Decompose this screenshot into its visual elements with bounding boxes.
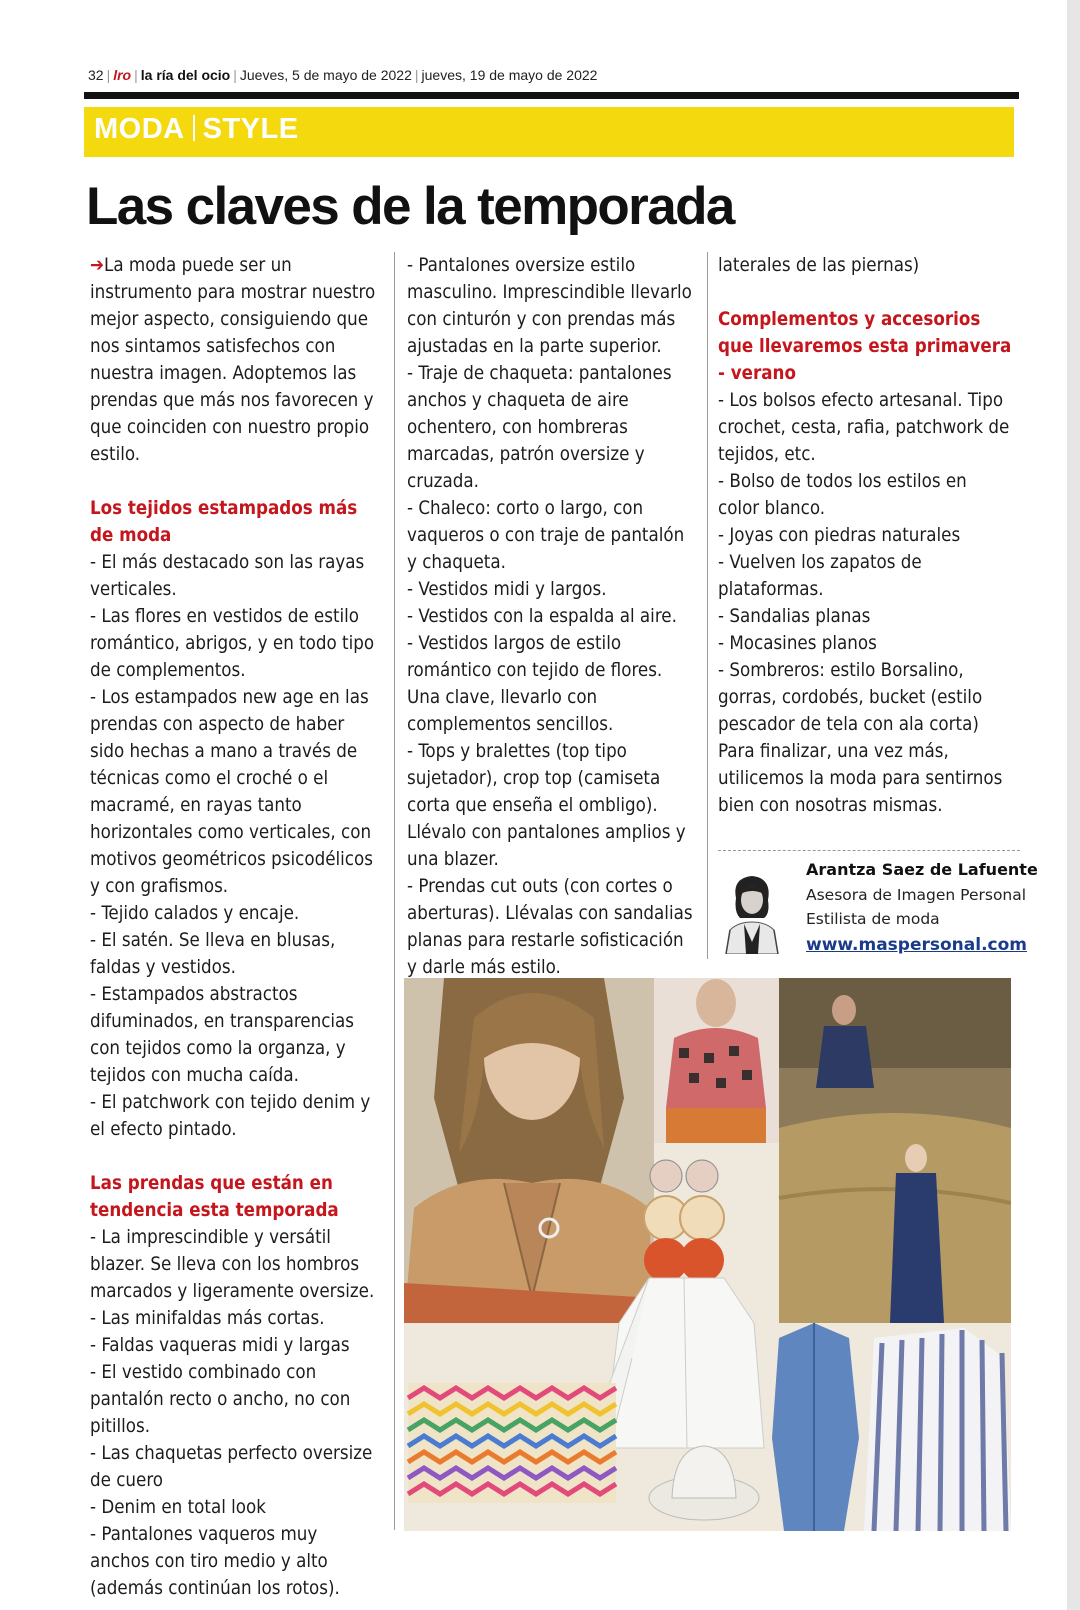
closing-paragraph: Para finalizar, una vez más, utilicemos la moda para sentirnos bien con nosotras mismas. [718,741,1003,816]
list-item: - Vestidos con la espalda al aire. [407,606,677,627]
list-item: - Tejido calados y encaje. [90,903,300,924]
list-item: - Mocasines planos [718,633,877,654]
section-divider [193,115,195,141]
subheading-complementos: Complementos y accesorios que llevaremos esta primavera - verano [718,309,1012,384]
collage-denim-jumpsuit [772,1323,859,1531]
continuation-text: laterales de las piernas) [718,255,920,276]
author-divider [718,850,1020,851]
article-column-2 [407,252,694,1008]
collage-patterned-top [654,978,779,1143]
list-item: - Pantalones oversize estilo masculino. Imprescindible llevarlo con cinturón y con prendas más ajustadas en la parte superior. [407,255,692,357]
list-item: - Denim en total look [90,1497,266,1518]
list-item: - Prendas cut outs (con cortes o aberturas). Llévalas con sandalias planas para restarle sofisticación y darle más estilo. [407,876,693,978]
section-band [84,107,1014,157]
list-item: - Tops y bralettes (top tipo sujetador), crop top (camiseta corta que enseña el ombligo). Llévalo con pantalones amplios y una blazer. [407,741,686,870]
page-folio: 32 | lro | la ría del ocio | Jueves, 5 de mayo de 2022 | jueves, 19 de mayo de 2022 [88,67,598,83]
fashion-collage-image [404,978,1011,1531]
author-website-link[interactable]: www.maspersonal.com [806,935,1027,955]
list-item: - La imprescindible y versátil blazer. Se lleva con los hombros marcados y ligeramente oversize. [90,1227,375,1302]
list-item: - Sandalias planas [718,606,871,627]
column-divider [394,252,395,1530]
collage-woman-blazer [404,978,654,1323]
author-box [710,850,1038,960]
subheading-tejidos: Los tejidos estampados más de moda [90,498,358,546]
arrow-icon: ➔ [90,255,105,276]
list-item: - Vuelven los zapatos de plataformas. [718,552,922,600]
list-item: - Joyas con piedras naturales [718,525,961,546]
issue-date-2: jueves, 19 de mayo de 2022 [421,67,598,83]
author-name: Arantza Saez de Lafuente [806,860,1038,879]
intro-paragraph [90,252,377,468]
list-item: - Los bolsos efecto artesanal. Tipo crochet, cesta, rafia, patchwork de tejidos, etc. [718,390,1010,465]
issue-date-1: Jueves, 5 de mayo de 2022 [239,67,412,83]
list-item: - El patchwork con tejido denim y el efecto pintado. [90,1092,371,1140]
list-item: - Faldas vaqueras midi y largas [90,1335,350,1356]
list-item: - Sombreros: estilo Borsalino, gorras, cordobés, bucket (estilo pescador de tela con ala corta) [718,660,983,735]
brand-logo: lro [113,67,132,83]
list-item: - Pantalones vaqueros muy anchos con tiro medio y alto (además continúan los rotos). [90,1524,340,1599]
list-item: - El vestido combinado con pantalón recto o ancho, no con pitillos. [90,1362,351,1437]
collage-zigzag-bag [408,1383,616,1503]
section-style: STYLE [202,113,299,145]
intro-text: La moda puede ser un instrumento para mostrar nuestro mejor aspecto, consiguiendo que nos sintamos satisfechos con nuestra imagen. Adoptemos las prendas que más nos favorecen y que coinciden con nuestro propio estilo. [90,255,376,465]
article-headline: Las claves de la temporada [86,177,734,236]
list-item: - Las flores en vestidos de estilo romántico, abrigos, y en todo tipo de complementos. [90,606,375,681]
list-item: - Estampados abstractos difuminados, en transparencias con tejidos como la organza, y tejidos con mucha caída. [90,984,355,1086]
author-portrait [718,868,786,954]
supplement-name: la ría del ocio [140,67,231,83]
list-item: - Bolso de todos los estilos en color blanco. [718,471,967,519]
list-item: - Chaleco: corto o largo, con vaqueros o con traje de pantalón y chaqueta. [407,498,685,573]
top-rule [84,92,1019,99]
list-item: - El más destacado son las rayas verticales. [90,552,365,600]
collage-striped-blazer [864,1328,1011,1531]
author-role: Asesora de Imagen Personal [806,886,1027,904]
list-item: - Traje de chaqueta: pantalones anchos y chaqueta de aire ochentero, con hombreras marcadas, patrón oversize y cruzada. [407,363,672,492]
subheading-prendas: Las prendas que están en tendencia esta temporada [90,1173,339,1221]
section-moda: MODA [94,113,185,145]
author-role-2: Estilista de moda [806,910,940,928]
article-column-3 [718,252,1013,819]
list-item: - El satén. Se lleva en blusas, faldas y vestidos. [90,930,336,978]
page-edge [1067,0,1080,1610]
list-item: - Las minifaldas más cortas. [90,1308,325,1329]
column-divider [707,252,708,959]
list-item: - Las chaquetas perfecto oversize de cuero [90,1443,373,1491]
collage-denim-couple [779,978,1011,1323]
list-item: - Vestidos midi y largos. [407,579,607,600]
article-column-1 [90,252,377,1602]
page-number: 32 [88,67,104,83]
list-item: - Los estampados new age en las prendas con aspecto de haber sido hechas a mano a través de técnicas como el croché o el macramé, en rayas tanto horizontales como verticales, con motivos geométricos psicodélicos y con grafismos. [90,687,373,897]
list-item: - Vestidos largos de estilo romántico con tejido de flores. Una clave, llevarlo con complementos sencillos. [407,633,663,735]
